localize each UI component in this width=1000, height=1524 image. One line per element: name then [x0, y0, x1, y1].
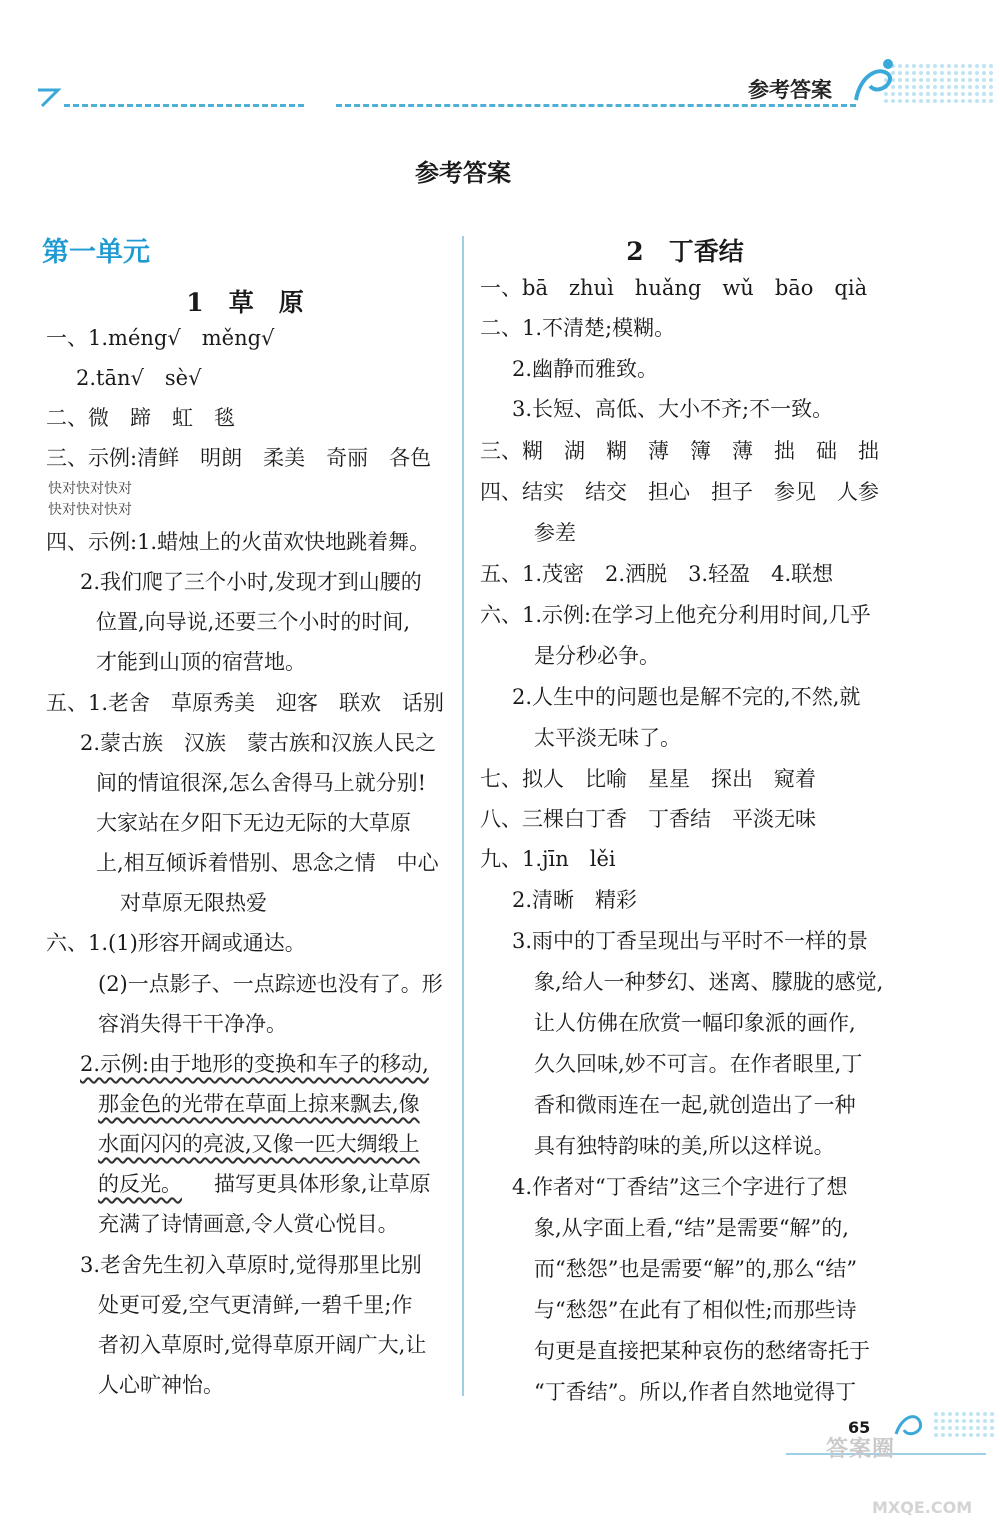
header-label: 参考答案 — [748, 78, 832, 102]
answer-line: 八、三棵白丁香 丁香结 平淡无味 — [480, 807, 816, 831]
answer-line: 充满了诗情画意,令人赏心悦目。 — [98, 1212, 399, 1236]
header-swirl-icon — [848, 56, 998, 112]
answer-line: 处更可爱,空气更清鲜,一碧千里;作 — [98, 1293, 413, 1317]
answer-line: 具有独特韵味的美,所以这样说。 — [534, 1134, 835, 1158]
answer-line: 一、bā zhuì huǎng wǔ bāo qià — [480, 276, 868, 300]
header-dash-left — [64, 104, 304, 107]
page-title: 参考答案 — [415, 158, 511, 187]
answer-line: 3.雨中的丁香呈现出与平时不一样的景 — [512, 929, 869, 953]
answer-line: 2.蒙古族 汉族 蒙古族和汉族人民之 — [80, 731, 437, 755]
header-dash-right — [336, 104, 856, 107]
page-number: 65 — [848, 1418, 871, 1437]
answer-line: 上,相互倾诉着惜别、思念之情 中心 — [96, 851, 439, 875]
answer-line: 4.作者对“丁香结”这三个字进行了想 — [512, 1175, 848, 1199]
overlay-text: 快对快对快对 — [48, 502, 132, 518]
unit-title: 第一单元 — [42, 237, 150, 268]
answer-line: 2.幽静而雅致。 — [512, 357, 659, 381]
answer-line: 对草原无限热爱 — [120, 891, 267, 915]
section-title-1: 1 草 原 — [186, 288, 304, 317]
answer-line: 大家站在夕阳下无边无际的大草原 — [96, 811, 411, 835]
answer-line: 2.我们爬了三个小时,发现才到山腰的 — [80, 570, 422, 594]
answer-line: 描写更具体形象,让草原 — [214, 1172, 431, 1196]
answer-line: 参差 — [534, 521, 576, 545]
answer-line: 间的情谊很深,怎么舍得马上就分别! — [96, 771, 427, 795]
answer-line: 容消失得干干净净。 — [98, 1012, 287, 1036]
answer-line: 三、示例:清鲜 明朗 柔美 奇丽 各色 — [46, 446, 432, 470]
answer-line: 句更是直接把某种哀伤的愁绪寄托于 — [534, 1339, 870, 1363]
answer-line: 六、1.示例:在学习上他充分利用时间,几乎 — [480, 603, 871, 627]
answer-line-underlined: 水面闪闪的亮波,又像一匹大绸缎上 — [98, 1132, 420, 1156]
answer-line: 让人仿佛在欣赏一幅印象派的画作, — [534, 1011, 856, 1035]
answer-line: 与“愁怨”在此有了相似性;而那些诗 — [534, 1298, 857, 1322]
answer-line: 九、1.jīn lěi — [480, 847, 616, 871]
answer-line: 久久回味,妙不可言。在作者眼里,丁 — [534, 1052, 863, 1076]
watermark-url: MXQE.COM — [872, 1498, 973, 1517]
answer-line: 者初入草原时,觉得草原开阔广大,让 — [98, 1333, 427, 1357]
answer-line: 是分秒必争。 — [534, 644, 660, 668]
answer-line: 五、1.茂密 2.洒脱 3.轻盈 4.联想 — [480, 562, 834, 586]
answer-line: 香和微雨连在一起,就创造出了一种 — [534, 1093, 856, 1117]
answer-line: 3.长短、高低、大小不齐;不一致。 — [512, 397, 834, 421]
answer-line: 象,给人一种梦幻、迷离、朦胧的感觉, — [534, 970, 884, 994]
corner-arrow-icon — [36, 86, 62, 108]
answer-line: 2.人生中的问题也是解不完的,不然,就 — [512, 685, 861, 709]
answer-line: 三、糊 湖 糊 薄 簿 薄 拙 础 拙 — [480, 439, 879, 463]
answer-line: 五、1.老舍 草原秀美 迎客 联欢 话别 — [46, 691, 445, 715]
answer-line: 太平淡无味了。 — [534, 726, 681, 750]
answer-line-underlined: 2.示例:由于地形的变换和车子的移动, — [80, 1052, 429, 1076]
answer-line: “丁香结”。所以,作者自然地觉得丁 — [534, 1380, 857, 1404]
answer-line: 象,从字面上看,“结”是需要“解”的, — [534, 1216, 849, 1240]
answer-line: 位置,向导说,还要三个小时的时间, — [96, 610, 411, 634]
answer-line: 六、1.(1)形容开阔或通达。 — [46, 931, 306, 955]
answer-line: 四、结实 结交 担心 担子 参见 人参 — [480, 480, 879, 504]
answer-line: 才能到山顶的宿营地。 — [96, 650, 306, 674]
answer-line: 二、1.不清楚;模糊。 — [480, 316, 676, 340]
answer-line: 2.tān√ sè√ — [76, 366, 202, 390]
section-title-2: 2 丁香结 — [626, 237, 744, 266]
answer-line: 人心旷神怡。 — [98, 1373, 224, 1397]
answer-line: 七、拟人 比喻 星星 探出 窥着 — [480, 767, 816, 791]
answer-line: 四、示例:1.蜡烛上的火苗欢快地跳着舞。 — [46, 530, 431, 554]
overlay-text: 快对快对快对 — [48, 481, 132, 497]
answer-line-underlined: 那金色的光带在草面上掠来飘去,像 — [98, 1092, 420, 1116]
watermark-logo: 答案圈 — [826, 1437, 896, 1462]
answer-line: 而“愁怨”也是需要“解”的,那么“结” — [534, 1257, 858, 1281]
answer-line-underlined: 的反光。 — [98, 1172, 182, 1196]
column-divider — [462, 236, 464, 1396]
answer-line: 二、微 蹄 虹 毯 — [46, 406, 235, 430]
answer-line: 3.老舍先生初入草原时,觉得那里比别 — [80, 1253, 422, 1277]
answer-line: (2)一点影子、一点踪迹也没有了。形 — [98, 972, 443, 996]
answer-line: 2.清晰 精彩 — [512, 888, 638, 912]
answer-line: 一、1.méng√ měng√ — [46, 326, 275, 350]
